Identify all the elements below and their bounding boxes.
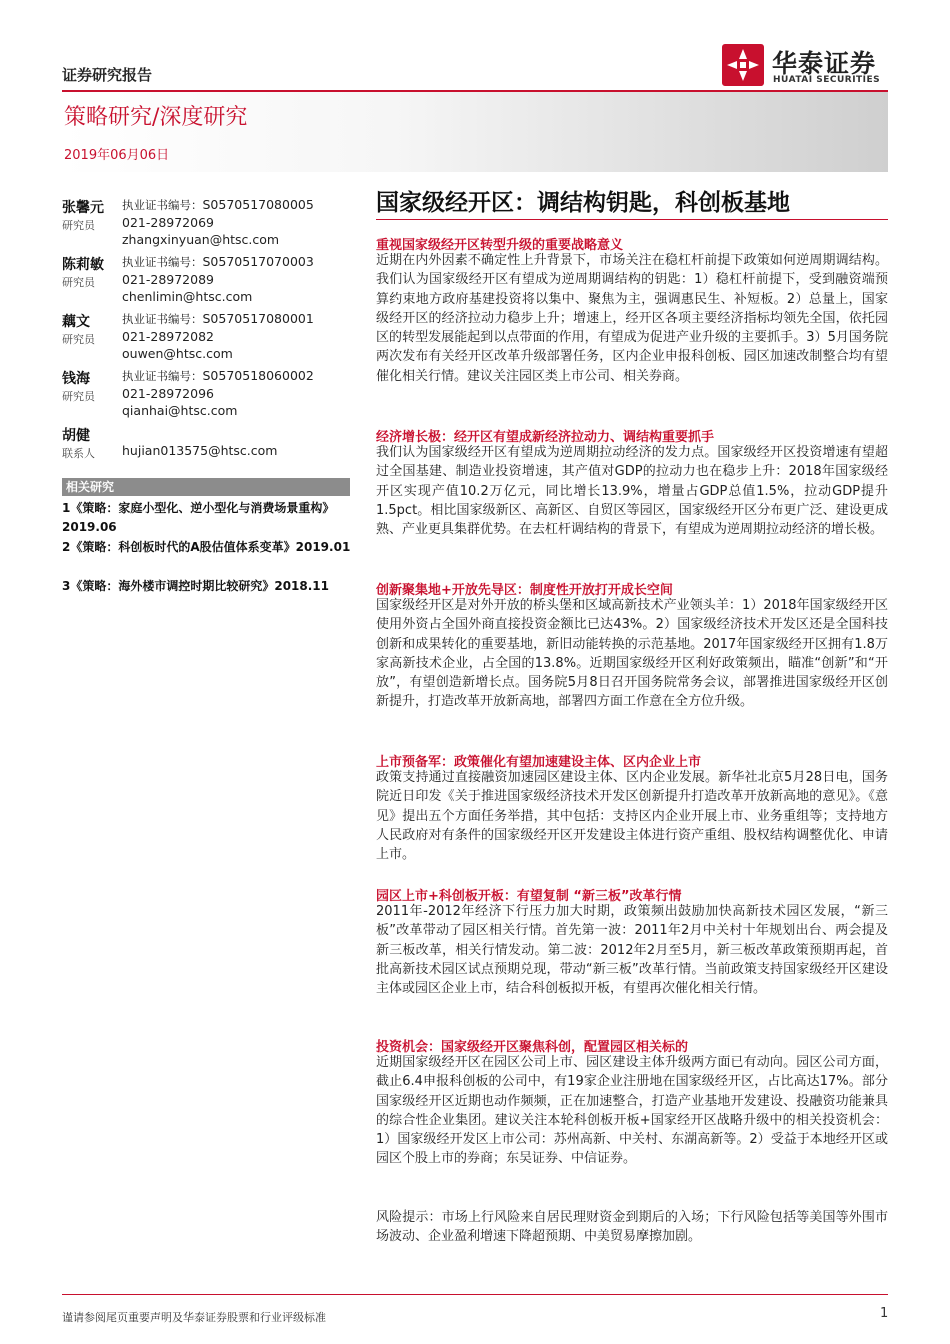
section-body: 我们认为国家级经开区有望成为逆周期拉动经济的发力点。国家级经开区投资增速有望超过全国基建、制造业投资增速，其产值对GDP的拉动力也在稳步上升：2018年国家级经开区实现产值10.2万亿元，同比增长13.9%，增量占GDP总值1.5%，拉动GDP提升1.5pct。相比国家级新区、高新区、自贸区等园区，国家级经开区分布更广泛、建设更成熟、产业更具集群优势。在去杠杆调结构的背景下，有望成为逆周期拉动经济的增长极。 — [376, 445, 888, 538]
company-logo — [722, 42, 892, 90]
analyst-name: 陈莉敏 — [62, 257, 104, 273]
license-number: S0570517080001 — [202, 311, 314, 326]
analyst-email[interactable]: ouwen@htsc.com — [122, 346, 233, 361]
analyst-email[interactable]: zhangxinyuan@htsc.com — [122, 232, 280, 247]
related-research-item[interactable]: 3《策略：海外楼市调控时期比较研究》2018.11 — [62, 579, 330, 593]
analyst-card — [62, 368, 362, 420]
section-heading: 经济增长极：经开区有望成新经济拉动力、调结构重要抓手 — [376, 430, 715, 445]
footer-rule — [62, 1294, 888, 1295]
analyst-phone: 021-28972096 — [122, 386, 214, 401]
analyst-phone: 021-28972069 — [122, 215, 214, 230]
contact-email[interactable]: hujian013575@htsc.com — [122, 443, 278, 458]
section-heading: 重视国家级经开区转型升级的重要战略意义 — [376, 238, 624, 253]
huatai-logo-icon — [722, 44, 764, 86]
section-heading: 投资机会：国家级经开区聚焦科创，配置园区相关标的 — [376, 1040, 689, 1055]
analyst-phone: 021-28972089 — [122, 272, 214, 287]
analyst-role: 研究员 — [62, 276, 95, 289]
license-number: S0570517080005 — [202, 197, 314, 212]
contact-name: 胡健 — [62, 428, 90, 444]
section-body: 政策支持通过直接融资加速园区建设主体、区内企业发展。新华社北京5月28日电，国务院近日印发《关于推进国家级经济技术开发区创新提升打造改革开放新高地的意见》。《意见》提出五个方面任务举措，其中包括：支持区内企业开展上市、业务重组等；支持地方人民政府对有条件的国家级经开区开发建设主体进行资产重组、股权结构调整优化、申请上市。 — [376, 770, 888, 863]
license-number: S0570518060002 — [202, 368, 314, 383]
license-number: S0570517070003 — [202, 254, 314, 269]
logo-text-en: HUATAI SECURITIES — [773, 75, 881, 85]
analyst-card — [62, 311, 362, 363]
analyst-role: 研究员 — [62, 219, 95, 232]
license-label: 执业证书编号： — [122, 312, 203, 326]
analyst-role: 研究员 — [62, 333, 95, 346]
section-body: 2011年-2012年经济下行压力加大时期，政策频出鼓励加快高新技术园区发展，“新三板”改革带动了园区相关行情。首先第一波：2011年2月中关村十年规划出台、两会提及新三板改革，相关行情发动。第二波：2012年2月至5月，新三板改革政策预期再起，首批高新技术园区试点预期兑现，带动“新三板”改革行情。当前政策支持国家级经开区建设主体或园区企业上市，结合科创板拟开板，有望再次催化相关行情。 — [376, 904, 888, 997]
section-heading: 上市预备军：政策催化有望加速建设主体、区内企业上市 — [376, 755, 702, 770]
report-date: 2019年06月06日 — [64, 148, 170, 163]
section-body: 近期国家级经开区在园区公司上市、园区建设主体升级两方面已有动向。园区公司方面，截止6.4申报科创板的公司中，有19家企业注册地在国家级经开区，占比高达17%。部分国家级经开区近期也动作频频，正在加速整合，打造产业基地开发建设、投融资功能兼具的综合性企业集团。建议关注本轮科创板开板+国家经开区战略升级中的相关投资机会：1）国家级经开发区上市公司：苏州高新、中关村、东湖高新等。2）受益于本地经开区或园区个股上市的券商；东吴证券、中信证券。 — [376, 1055, 888, 1167]
license-label: 执业证书编号： — [122, 255, 203, 269]
analyst-email[interactable]: qianhai@htsc.com — [122, 403, 238, 418]
analyst-role: 研究员 — [62, 390, 95, 403]
report-category: 策略研究/深度研究 — [64, 105, 248, 130]
contact-role: 联系人 — [62, 447, 95, 460]
footer-disclaimer[interactable]: 谨请参阅尾页重要声明及华泰证券股票和行业评级标准 — [62, 1311, 326, 1324]
report-title: 国家级经开区：调结构钥匙，科创板基地 — [376, 189, 790, 216]
contact-card — [62, 425, 362, 465]
report-type-label: 证券研究报告 — [62, 66, 153, 84]
analyst-name: 张馨元 — [62, 200, 104, 216]
analyst-card — [62, 254, 362, 306]
section-heading: 园区上市+科创板开板：有望复制 “新三板”改革行情 — [376, 889, 682, 904]
analyst-email[interactable]: chenlimin@htsc.com — [122, 289, 253, 304]
license-label: 执业证书编号： — [122, 198, 203, 212]
title-rule — [376, 219, 888, 220]
analyst-card — [62, 197, 362, 249]
section-body: 国家级经开区是对外开放的桥头堡和区域高新技术产业领头羊：1）2018年国家级经开区使用外资占全国外商直接投资金额比已达43%。2）国家级经济技术开发区还是全国科技创新和成果转化的重要基地，新旧动能转换的示范基地。2017年国家级经开区拥有1.8万家高新技术企业，占全国的13.8%。近期国家级经开区利好政策频出，瞄准“创新”和“开放”，有望创造新增长点。国务院5月8日召开国务院常务会议，部署推进国家级经开区创新提升，打造改革开放新高地，部署四方面工作意在全方位升级。 — [376, 598, 888, 710]
section-body: 近期在内外因素不确定性上升背景下，市场关注在稳杠杆前提下政策如何逆周期调结构。我们认为国家级经开区有望成为逆周期调结构的钥匙：1）稳杠杆前提下，受到融资端预算约束地方政府基建投资将以集中、聚焦为主，强调惠民生、补短板。2）总量上，国家级经开区的经济拉动力稳步上升；增速上，经开区各项主要经济指标均领先全国，依托园区的转型发展能起到以点带面的作用，有望成为促进产业升级的主要抓手。3）5月国务院两次发布有关经开区改革升级部署任务，区内企业申报科创板、园区加速改制整合均有望催化相关行情。建议关注园区类上市公司、相关券商。 — [376, 253, 888, 384]
logo-text-cn: 华泰证券 — [772, 49, 877, 78]
risk-warning: 风险提示：市场上行风险来自居民理财资金到期后的入场；下行风险包括等美国等外围市场波动、企业盈利增速下降超预期、中美贸易摩擦加剧。 — [376, 1210, 888, 1245]
analyst-name: 藕文 — [62, 314, 90, 330]
page-number: 1 — [880, 1306, 889, 1321]
license-label: 执业证书编号： — [122, 369, 203, 383]
related-research-item[interactable]: 2《策略：科创板时代的A股估值体系变革》2019.01 — [62, 540, 351, 554]
related-research-item[interactable]: 1《策略：家庭小型化、逆小型化与消费场景重构》2019.06 — [62, 501, 335, 534]
section-heading: 创新聚集地+开放先导区：制度性开放打开成长空间 — [376, 583, 673, 598]
analyst-phone: 021-28972082 — [122, 329, 214, 344]
related-research-heading: 相关研究 — [62, 478, 350, 496]
analyst-name: 钱海 — [62, 371, 90, 387]
